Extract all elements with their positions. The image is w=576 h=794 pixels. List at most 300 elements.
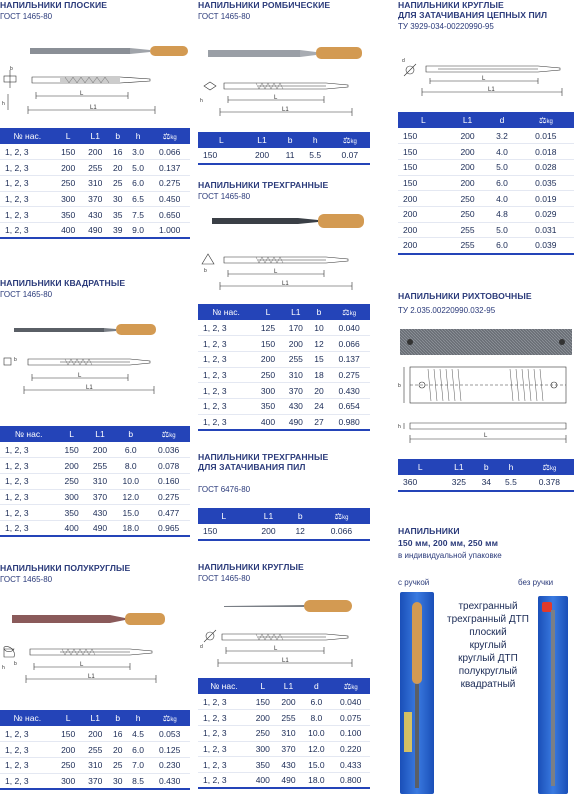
table-cell: 200 bbox=[398, 238, 449, 254]
table-cell: 200 bbox=[86, 442, 114, 458]
table-row bbox=[198, 398, 370, 414]
section-standard: ГОСТ 1465-80 bbox=[198, 12, 251, 21]
table-cell: 0.477 bbox=[147, 505, 190, 521]
col-header: L bbox=[250, 678, 276, 694]
table-row bbox=[0, 773, 190, 789]
table-cell: 255 bbox=[282, 351, 310, 367]
table-cell: 150 bbox=[398, 159, 449, 175]
list-item: круглый ДТП bbox=[458, 653, 518, 664]
table-cell: 310 bbox=[82, 757, 109, 773]
weight-icon: ⚖kg bbox=[525, 459, 574, 475]
flat-files-table bbox=[0, 128, 190, 239]
col-header: L1 bbox=[82, 128, 109, 144]
svg-text:L: L bbox=[78, 373, 82, 379]
table-row bbox=[198, 710, 370, 726]
svg-text:L1: L1 bbox=[86, 385, 93, 391]
round-chain-file-drawing bbox=[398, 46, 574, 106]
table-cell: 18.0 bbox=[301, 772, 331, 788]
table-cell: 1, 2, 3 bbox=[0, 442, 57, 458]
triangular-files-table bbox=[198, 304, 370, 431]
section-title-line2: ДЛЯ ЗАТАЧИВАНИЯ ПИЛ bbox=[198, 462, 306, 472]
dim-label-l1: L1 bbox=[90, 105, 97, 111]
table-cell: 35 bbox=[109, 207, 127, 223]
section-body-files bbox=[398, 291, 574, 488]
table-cell: 0.650 bbox=[149, 207, 190, 223]
table-cell: 1, 2, 3 bbox=[0, 191, 55, 207]
table-cell: 10 bbox=[310, 320, 329, 336]
table-cell: 255 bbox=[449, 222, 487, 238]
svg-text:L1: L1 bbox=[88, 674, 95, 680]
table-cell: 300 bbox=[250, 741, 276, 757]
table-cell: 6.0 bbox=[127, 175, 150, 191]
section-title-line2: 150 мм, 200 мм, 250 мм bbox=[398, 538, 499, 548]
table-cell: 255 bbox=[82, 742, 109, 758]
table-row bbox=[198, 741, 370, 757]
table-cell: 0.230 bbox=[149, 757, 190, 773]
table-cell: 430 bbox=[86, 505, 114, 521]
col-header: № нас. bbox=[0, 710, 55, 726]
without-handle-label: без ручки bbox=[518, 578, 554, 587]
col-header: L bbox=[55, 128, 82, 144]
table-cell: 30 bbox=[109, 773, 127, 789]
table-cell: 3.0 bbox=[127, 144, 150, 160]
table-cell: 1, 2, 3 bbox=[0, 207, 55, 223]
table-cell: 1, 2, 3 bbox=[0, 458, 57, 474]
table-cell: 18 bbox=[310, 367, 329, 383]
table-cell: 0.160 bbox=[147, 473, 190, 489]
table-cell: 12 bbox=[288, 524, 313, 540]
section-standard: ГОСТ 1465-80 bbox=[198, 574, 251, 583]
table-cell: 0.220 bbox=[331, 741, 370, 757]
table-cell: 20 bbox=[109, 160, 127, 176]
table-cell: 27 bbox=[310, 414, 329, 430]
table-cell: 1, 2, 3 bbox=[198, 414, 254, 430]
table-cell: 200 bbox=[250, 710, 276, 726]
table-cell: 5.5 bbox=[497, 475, 524, 491]
section-subtitle: в индивидуальной упаковке bbox=[398, 551, 502, 560]
svg-text:d: d bbox=[402, 58, 405, 64]
svg-text:L1: L1 bbox=[282, 107, 289, 113]
table-cell: 1, 2, 3 bbox=[0, 160, 55, 176]
weight-icon: ⚖kg bbox=[518, 112, 574, 128]
table-cell: 250 bbox=[57, 473, 85, 489]
section-packaged-files bbox=[398, 526, 574, 794]
table-cell: 1, 2, 3 bbox=[198, 336, 254, 352]
table-cell: 370 bbox=[276, 741, 302, 757]
svg-text:h: h bbox=[2, 101, 5, 107]
table-cell: 1, 2, 3 bbox=[198, 710, 250, 726]
svg-text:L: L bbox=[274, 95, 278, 101]
table-cell: 490 bbox=[276, 772, 302, 788]
table-cell: 400 bbox=[250, 772, 276, 788]
col-header: L bbox=[198, 132, 245, 148]
body-file-drawing bbox=[398, 325, 574, 449]
table-cell: 1, 2, 3 bbox=[0, 144, 55, 160]
list-item: квадратный bbox=[460, 679, 516, 690]
table-cell: 490 bbox=[86, 520, 114, 536]
table-cell: 255 bbox=[82, 160, 109, 176]
table-cell: 10.0 bbox=[301, 725, 331, 741]
weight-icon: ⚖kg bbox=[149, 128, 190, 144]
section-title-line1: НАПИЛЬНИКИ ТРЕХГРАННЫЕ bbox=[198, 452, 329, 462]
table-row bbox=[398, 222, 574, 238]
table-cell: 250 bbox=[55, 757, 82, 773]
table-row bbox=[398, 238, 574, 254]
table-row bbox=[398, 144, 574, 160]
square-file-drawing bbox=[0, 314, 190, 406]
table-cell: 490 bbox=[82, 222, 109, 238]
table-cell: 16 bbox=[109, 726, 127, 742]
col-header: L bbox=[55, 710, 82, 726]
svg-text:L: L bbox=[274, 269, 278, 275]
table-cell: 370 bbox=[82, 773, 109, 789]
table-cell: 0.125 bbox=[149, 742, 190, 758]
table-cell: 30 bbox=[109, 191, 127, 207]
weight-icon: ⚖kg bbox=[313, 508, 370, 524]
col-header: b bbox=[310, 304, 329, 320]
svg-text:b: b bbox=[10, 66, 13, 72]
table-row bbox=[0, 742, 190, 758]
col-header: № нас. bbox=[198, 304, 254, 320]
table-cell: 490 bbox=[282, 414, 310, 430]
svg-text:b: b bbox=[204, 268, 207, 274]
svg-text:b: b bbox=[398, 383, 401, 389]
table-cell: 430 bbox=[82, 207, 109, 223]
list-item: полукруглый bbox=[458, 666, 518, 677]
table-cell: 200 bbox=[398, 191, 449, 207]
section-standard: ГОСТ 1465-80 bbox=[0, 575, 53, 584]
section-triangular-saw-files bbox=[198, 452, 370, 537]
table-row bbox=[0, 458, 190, 474]
table-cell: 150 bbox=[198, 524, 249, 540]
table-cell: 200 bbox=[449, 144, 487, 160]
table-cell: 0.433 bbox=[331, 757, 370, 773]
table-cell: 200 bbox=[276, 694, 302, 710]
table-cell: 200 bbox=[398, 206, 449, 222]
section-title: НАПИЛЬНИКИ ТРЕХГРАННЫЕ bbox=[198, 180, 329, 190]
table-cell: 300 bbox=[57, 489, 85, 505]
table-cell: 200 bbox=[57, 458, 85, 474]
section-title-line1: НАПИЛЬНИКИ КРУГЛЫЕ bbox=[398, 0, 504, 10]
table-cell: 1, 2, 3 bbox=[0, 742, 55, 758]
table-cell: 1, 2, 3 bbox=[0, 773, 55, 789]
table-cell: 255 bbox=[449, 238, 487, 254]
table-cell: 200 bbox=[254, 351, 282, 367]
halfround-file-drawing bbox=[0, 603, 190, 703]
table-cell: 25 bbox=[109, 175, 127, 191]
table-cell: 1, 2, 3 bbox=[198, 741, 250, 757]
table-cell: 1, 2, 3 bbox=[198, 725, 250, 741]
table-cell: 170 bbox=[282, 320, 310, 336]
table-cell: 350 bbox=[57, 505, 85, 521]
table-cell: 350 bbox=[250, 757, 276, 773]
col-header: L1 bbox=[249, 508, 287, 524]
table-cell: 0.066 bbox=[313, 524, 370, 540]
halfround-files-table bbox=[0, 710, 190, 790]
table-cell: 0.965 bbox=[147, 520, 190, 536]
table-cell: 25 bbox=[109, 757, 127, 773]
weight-icon: ⚖kg bbox=[328, 304, 370, 320]
table-cell: 11 bbox=[279, 148, 301, 164]
table-row bbox=[0, 222, 190, 238]
table-cell: 0.275 bbox=[147, 489, 190, 505]
table-cell: 15 bbox=[310, 351, 329, 367]
dim-label-l: L bbox=[80, 91, 84, 97]
table-cell: 300 bbox=[55, 191, 82, 207]
list-item: трехгранный bbox=[458, 601, 518, 612]
table-cell: 0.07 bbox=[330, 148, 370, 164]
table-cell: 6.0 bbox=[114, 442, 147, 458]
svg-text:h: h bbox=[398, 424, 401, 430]
col-header: b bbox=[288, 508, 313, 524]
table-cell: 20 bbox=[109, 742, 127, 758]
table-cell: 5.0 bbox=[127, 160, 150, 176]
table-cell: 1.000 bbox=[149, 222, 190, 238]
table-cell: 150 bbox=[55, 144, 82, 160]
table-row bbox=[398, 191, 574, 207]
table-cell: 16 bbox=[109, 144, 127, 160]
triangular-file-drawing bbox=[198, 206, 370, 298]
table-cell: 325 bbox=[442, 475, 475, 491]
section-round-files bbox=[198, 562, 370, 786]
table-row bbox=[0, 489, 190, 505]
list-item: круглый bbox=[469, 640, 507, 651]
table-cell: 1, 2, 3 bbox=[198, 320, 254, 336]
col-header: d bbox=[301, 678, 331, 694]
package-without-handle-image bbox=[538, 596, 568, 794]
table-cell: 250 bbox=[250, 725, 276, 741]
table-cell: 310 bbox=[282, 367, 310, 383]
weight-icon: ⚖kg bbox=[331, 678, 370, 694]
table-row bbox=[398, 159, 574, 175]
list-item: плоский bbox=[469, 627, 507, 638]
section-title: НАПИЛЬНИКИ ПЛОСКИЕ bbox=[0, 0, 108, 10]
table-cell: 12.0 bbox=[114, 489, 147, 505]
table-cell: 250 bbox=[449, 206, 487, 222]
table-cell: 200 bbox=[449, 175, 487, 191]
col-header: L1 bbox=[86, 426, 114, 442]
table-cell: 200 bbox=[245, 148, 280, 164]
col-header: d bbox=[486, 112, 517, 128]
col-header: b bbox=[109, 128, 127, 144]
section-title-line2: ДЛЯ ЗАТАЧИВАНИЯ ЦЕПНЫХ ПИЛ bbox=[398, 10, 548, 20]
table-cell: 0.275 bbox=[328, 367, 370, 383]
table-cell: 1, 2, 3 bbox=[198, 757, 250, 773]
table-cell: 6.0 bbox=[127, 742, 150, 758]
table-cell: 150 bbox=[55, 726, 82, 742]
table-row bbox=[198, 772, 370, 788]
table-cell: 0.654 bbox=[328, 398, 370, 414]
table-cell: 0.275 bbox=[149, 175, 190, 191]
table-cell: 8.0 bbox=[114, 458, 147, 474]
col-header: b bbox=[114, 426, 147, 442]
table-cell: 200 bbox=[449, 128, 487, 144]
table-row bbox=[0, 442, 190, 458]
table-cell: 200 bbox=[55, 742, 82, 758]
table-row bbox=[198, 414, 370, 430]
table-cell: 6.5 bbox=[127, 191, 150, 207]
table-row bbox=[0, 144, 190, 160]
table-row bbox=[0, 505, 190, 521]
table-cell: 250 bbox=[449, 191, 487, 207]
svg-text:d: d bbox=[200, 644, 203, 650]
table-cell: 0.039 bbox=[518, 238, 574, 254]
table-cell: 8.0 bbox=[301, 710, 331, 726]
table-cell: 15.0 bbox=[301, 757, 331, 773]
table-cell: 200 bbox=[449, 159, 487, 175]
table-cell: 200 bbox=[282, 336, 310, 352]
table-row bbox=[0, 160, 190, 176]
section-round-chain-files bbox=[398, 0, 574, 251]
table-cell: 310 bbox=[276, 725, 302, 741]
table-cell: 0.066 bbox=[149, 144, 190, 160]
table-cell: 150 bbox=[254, 336, 282, 352]
weight-icon: ⚖kg bbox=[147, 426, 190, 442]
table-cell: 0.040 bbox=[328, 320, 370, 336]
col-header: № нас. bbox=[0, 128, 55, 144]
table-cell: 200 bbox=[398, 222, 449, 238]
rhombic-files-table bbox=[198, 132, 370, 165]
table-cell: 150 bbox=[250, 694, 276, 710]
table-cell: 20 bbox=[310, 383, 329, 399]
svg-text:L: L bbox=[484, 433, 488, 439]
table-cell: 255 bbox=[86, 458, 114, 474]
table-row bbox=[198, 367, 370, 383]
svg-text:h: h bbox=[200, 98, 203, 104]
table-cell: 0.078 bbox=[147, 458, 190, 474]
table-row bbox=[0, 757, 190, 773]
table-cell: 250 bbox=[55, 175, 82, 191]
table-cell: 39 bbox=[109, 222, 127, 238]
table-row bbox=[398, 175, 574, 191]
table-cell: 430 bbox=[276, 757, 302, 773]
section-title: НАПИЛЬНИКИ РОМБИЧЕСКИЕ bbox=[198, 0, 331, 10]
table-cell: 1, 2, 3 bbox=[0, 489, 57, 505]
section-title: НАПИЛЬНИКИ КРУГЛЫЕ bbox=[198, 562, 304, 572]
table-cell: 370 bbox=[282, 383, 310, 399]
flat-file-drawing bbox=[0, 30, 190, 122]
col-header: L1 bbox=[82, 710, 109, 726]
table-cell: 400 bbox=[254, 414, 282, 430]
table-cell: 255 bbox=[276, 710, 302, 726]
table-row bbox=[198, 148, 370, 164]
table-cell: 400 bbox=[57, 520, 85, 536]
svg-text:b: b bbox=[14, 357, 17, 363]
table-cell: 6.0 bbox=[486, 175, 517, 191]
table-cell: 5.5 bbox=[301, 148, 330, 164]
table-cell: 1, 2, 3 bbox=[0, 222, 55, 238]
table-cell: 9.0 bbox=[127, 222, 150, 238]
table-row bbox=[0, 473, 190, 489]
col-header: L bbox=[254, 304, 282, 320]
table-cell: 200 bbox=[82, 144, 109, 160]
table-cell: 1, 2, 3 bbox=[198, 351, 254, 367]
section-standard: ГОСТ 1465-80 bbox=[198, 192, 251, 201]
table-cell: 0.075 bbox=[331, 710, 370, 726]
col-header: № нас. bbox=[0, 426, 57, 442]
col-header: L1 bbox=[449, 112, 487, 128]
col-header: b bbox=[475, 459, 497, 475]
section-standard: ТУ 2.035.00220990.032-95 bbox=[398, 306, 496, 315]
table-row bbox=[198, 757, 370, 773]
section-standard: ГОСТ 1465-80 bbox=[0, 12, 53, 21]
table-cell: 370 bbox=[82, 191, 109, 207]
table-cell: 12 bbox=[310, 336, 329, 352]
table-row bbox=[398, 475, 574, 491]
table-cell: 1, 2, 3 bbox=[198, 398, 254, 414]
table-cell: 4.0 bbox=[486, 191, 517, 207]
svg-text:h: h bbox=[2, 665, 5, 671]
section-square-files bbox=[0, 278, 190, 534]
table-cell: 200 bbox=[249, 524, 287, 540]
table-cell: 0.980 bbox=[328, 414, 370, 430]
table-cell: 1, 2, 3 bbox=[198, 772, 250, 788]
col-header: b bbox=[279, 132, 301, 148]
table-cell: 125 bbox=[254, 320, 282, 336]
svg-text:L1: L1 bbox=[488, 87, 495, 93]
table-cell: 1, 2, 3 bbox=[198, 383, 254, 399]
table-cell: 300 bbox=[254, 383, 282, 399]
table-row bbox=[398, 206, 574, 222]
col-header: L1 bbox=[245, 132, 280, 148]
col-header: L1 bbox=[276, 678, 302, 694]
table-row bbox=[198, 694, 370, 710]
table-row bbox=[198, 320, 370, 336]
table-cell: 0.800 bbox=[331, 772, 370, 788]
rhombic-file-drawing bbox=[198, 30, 370, 126]
table-cell: 0.028 bbox=[518, 159, 574, 175]
table-row bbox=[198, 351, 370, 367]
table-cell: 0.040 bbox=[331, 694, 370, 710]
table-cell: 310 bbox=[86, 473, 114, 489]
table-cell: 24 bbox=[310, 398, 329, 414]
section-halfround-files bbox=[0, 563, 190, 786]
col-header: h bbox=[301, 132, 330, 148]
table-cell: 1, 2, 3 bbox=[198, 694, 250, 710]
table-cell: 5.0 bbox=[486, 222, 517, 238]
table-cell: 430 bbox=[282, 398, 310, 414]
list-item: трехгранный ДТП bbox=[447, 614, 529, 625]
table-cell: 12.0 bbox=[301, 741, 331, 757]
table-cell: 0.019 bbox=[518, 191, 574, 207]
table-cell: 1, 2, 3 bbox=[0, 473, 57, 489]
table-cell: 0.036 bbox=[147, 442, 190, 458]
svg-text:L1: L1 bbox=[282, 281, 289, 287]
section-flat-files bbox=[0, 0, 190, 236]
table-cell: 350 bbox=[55, 207, 82, 223]
table-cell: 0.430 bbox=[328, 383, 370, 399]
triangular-saw-table bbox=[198, 508, 370, 541]
round-files-table bbox=[198, 678, 370, 789]
section-title: НАПИЛЬНИКИ ПОЛУКРУГЛЫЕ bbox=[0, 563, 131, 573]
table-cell: 250 bbox=[254, 367, 282, 383]
col-header: h bbox=[127, 710, 150, 726]
table-row bbox=[198, 336, 370, 352]
table-cell: 0.100 bbox=[331, 725, 370, 741]
col-header: L bbox=[398, 459, 442, 475]
table-row bbox=[198, 524, 370, 540]
table-row bbox=[0, 207, 190, 223]
table-cell: 150 bbox=[398, 128, 449, 144]
table-cell: 0.029 bbox=[518, 206, 574, 222]
table-cell: 5.0 bbox=[486, 159, 517, 175]
table-cell: 7.5 bbox=[127, 207, 150, 223]
table-cell: 1, 2, 3 bbox=[0, 726, 55, 742]
body-files-table bbox=[398, 459, 574, 492]
with-handle-label: с ручкой bbox=[398, 578, 430, 587]
table-cell: 6.0 bbox=[486, 238, 517, 254]
table-cell: 4.8 bbox=[486, 206, 517, 222]
